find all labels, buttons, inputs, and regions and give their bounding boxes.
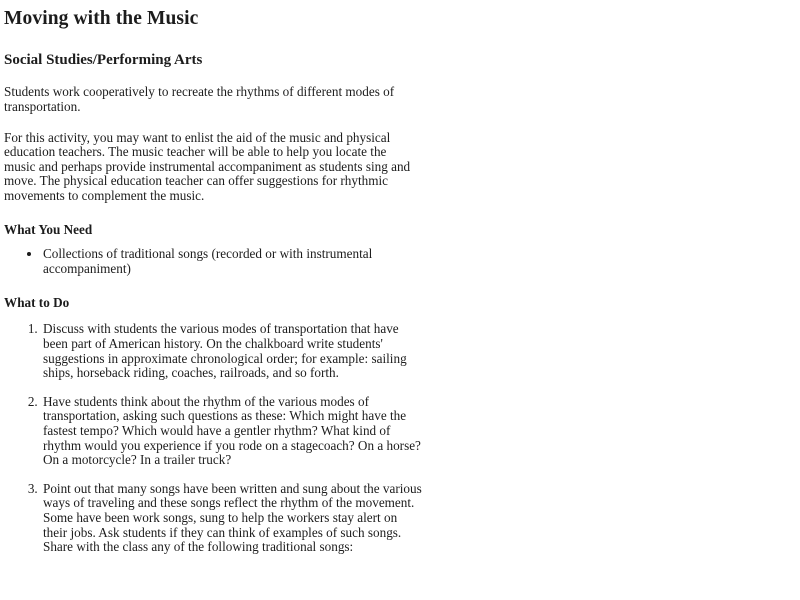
what-you-need-heading: What You Need (4, 221, 93, 237)
list-item: • Collections of traditional songs (recorded or with instrumental accompaniment) (42, 247, 418, 276)
page-subtitle: Social Studies/Performing Arts (4, 52, 203, 69)
list-item: 2. Have students think about the rhythm of the various modes of transportation, asking such questions as these: Which might have the fastest tempo? Which would have a gentler rhythm? What kind of rhythm would you experience if you rode on a stagecoach? On a horse? On a motorcycle? In a trailer truck? (41, 395, 423, 468)
page-title: Moving with the Music (4, 8, 199, 29)
what-to-do-heading: What to Do (4, 294, 70, 310)
what-to-do-list (4, 322, 430, 554)
body-paragraph: For this activity, you may want to enlist the aid of the music and physical education teachers. The music teacher will be able to help you locate the music and perhaps provide instrumental accompaniment as students sing and move. The physical education teacher can offer suggestions for rhythmic movements to complement the music. (4, 129, 411, 203)
intro-paragraph: Students work cooperatively to recreate the rhythms of different modes of transportation. (4, 84, 395, 115)
document-page (0, 0, 430, 555)
list-item: 1. Discuss with students the various modes of transportation that have been part of American history. On the chalkboard write students' suggestions in approximate chronological order; for example: sailing ships, horseback riding, coaches, railroads, and so forth. (41, 322, 423, 380)
list-item: 3. Point out that many songs have been written and sung about the various ways of traveling and these songs reflect the rhythm of the movement. Some have been work songs, sung to help the workers stay alert on their jobs. Ask students if they can think of examples of such songs. Share with the class any of the following traditional songs: (41, 482, 423, 555)
what-you-need-list (4, 247, 430, 276)
